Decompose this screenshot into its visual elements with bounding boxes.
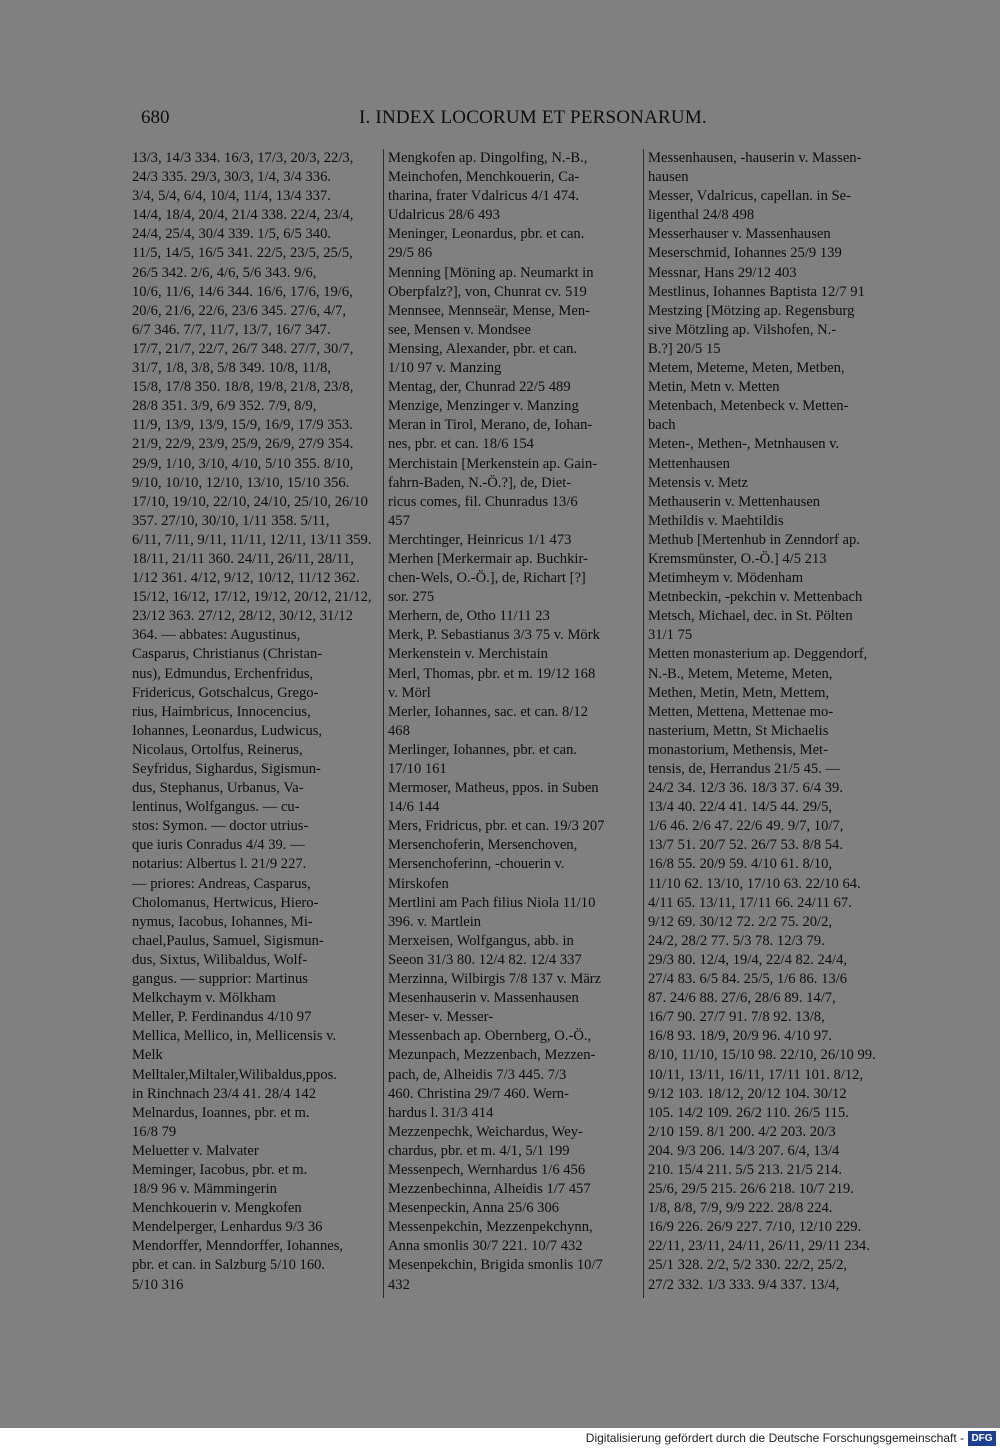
- index-line: 5/10 316: [132, 1276, 184, 1293]
- index-line: Nicolaus, Ortolfus, Reinerus,: [132, 741, 303, 758]
- index-line: Meminger, Iacobus, pbr. et m.: [132, 1161, 308, 1178]
- index-line: 16/7 90. 27/7 91. 7/8 92. 13/8,: [648, 1009, 825, 1026]
- index-line: v. Mörl: [388, 684, 431, 701]
- index-line: Mettenhausen: [648, 455, 730, 472]
- index-line: Merler, Iohannes, sac. et can. 8/12: [388, 703, 589, 720]
- index-line: Menzige, Menzinger v. Manzing: [388, 398, 579, 415]
- index-line: 16/8 55. 20/9 59. 4/10 61. 8/10,: [648, 856, 833, 873]
- index-line: Mendelperger, Lenhardus 9/3 36: [132, 1219, 323, 1236]
- index-line: 27/4 83. 6/5 84. 25/5, 1/6 86. 13/6: [648, 971, 848, 988]
- index-line: Mezzenpechk, Weichardus, Wey-: [388, 1123, 583, 1140]
- index-line: 364. — abbates: Augustinus,: [132, 627, 301, 644]
- index-line: nymus, Iacobus, Iohannes, Mi-: [132, 913, 313, 930]
- index-line: 29/5 86: [388, 245, 433, 262]
- index-line: nasterium, Mettn, St Michaelis: [648, 722, 829, 739]
- index-line: sor. 275: [388, 589, 435, 606]
- index-line: Methen, Metin, Metn, Mettem,: [648, 684, 830, 701]
- index-line: Methildis v. Maehtildis: [648, 512, 784, 529]
- index-line: Mellica, Mellico, in, Mellicensis v.: [132, 1028, 337, 1045]
- index-line: Anna smonlis 30/7 221. 10/7 432: [388, 1238, 583, 1255]
- index-line: Mermoser, Matheus, ppos. in Suben: [388, 780, 599, 797]
- index-line: Methauserin v. Mettenhausen: [648, 493, 821, 510]
- index-line: ricus comes, fil. Chunradus 13/6: [388, 493, 578, 510]
- column-divider: [643, 149, 644, 1298]
- index-line: pach, de, Alheidis 7/3 445. 7/3: [388, 1066, 567, 1083]
- index-line: 6/7 346. 7/7, 11/7, 13/7, 16/7 347.: [132, 321, 331, 338]
- index-line: Melltaler,Miltaler,Wilibaldus,ppos.: [132, 1066, 337, 1083]
- index-line: Meten-, Methen-, Metnhausen v.: [648, 436, 840, 453]
- page-number: 680: [141, 107, 170, 128]
- index-line: Merchtinger, Heinricus 1/1 473: [388, 531, 572, 548]
- index-line: Merk, P. Sebastianus 3/3 75 v. Mörk: [388, 627, 600, 644]
- index-line: Messerhauser v. Massenhausen: [648, 226, 831, 243]
- index-line: in Rinchnach 23/4 41. 28/4 142: [132, 1085, 317, 1102]
- index-line: Meserschmid, Iohannes 25/9 139: [648, 245, 842, 262]
- index-line: 87. 24/6 88. 27/6, 28/6 89. 14/7,: [648, 990, 836, 1007]
- index-line: chael,Paulus, Samuel, Sigismun-: [132, 932, 324, 949]
- index-line: Meller, P. Ferdinandus 4/10 97: [132, 1009, 312, 1026]
- index-line: 24/2, 28/2 77. 5/3 78. 12/3 79.: [648, 932, 825, 949]
- index-line: Mesenpeckin, Anna 25/6 306: [388, 1200, 560, 1217]
- index-line: lentinus, Wolfgangus. — cu-: [132, 799, 300, 816]
- index-line: Mertlini am Pach filius Niola 11/10: [388, 894, 596, 911]
- index-line: Casparus, Christianus (Christan-: [132, 646, 323, 663]
- index-line: Messenbach ap. Obernberg, O.-Ö.,: [388, 1028, 592, 1045]
- index-line: 18/11, 21/11 360. 24/11, 26/11, 28/11,: [132, 550, 354, 567]
- dfg-logo[interactable]: DFG: [968, 1431, 996, 1446]
- index-line: 4/11 65. 13/11, 17/11 66. 24/11 67.: [648, 894, 852, 911]
- index-line: Meran in Tirol, Merano, de, Iohan-: [388, 417, 593, 434]
- index-line: monastorium, Methensis, Met-: [648, 741, 828, 758]
- index-line: Iohannes, Leonardus, Ludwicus,: [132, 722, 323, 739]
- index-line: 3/4, 5/4, 6/4, 10/4, 11/4, 13/4 337.: [132, 188, 331, 205]
- index-line: stos: Symon. — doctor utrius-: [132, 818, 309, 835]
- index-line: 21/9, 22/9, 23/9, 25/9, 26/9, 27/9 354.: [132, 436, 354, 453]
- index-line: Merchistain [Merkenstein ap. Gain-: [388, 455, 598, 472]
- index-line: 29/9, 1/10, 3/10, 4/10, 5/10 355. 8/10,: [132, 455, 354, 472]
- footer-credit: Digitalisierung gefördert durch die Deutsche Forschungsgemeinschaft -: [585, 1431, 964, 1445]
- digitization-footer: [0, 1428, 1000, 1449]
- index-line: N.-B., Metem, Meteme, Meten,: [648, 665, 833, 682]
- index-line: Meinchofen, Menchkouerin, Ca-: [388, 169, 580, 186]
- index-line: Mezzenbechinna, Alheidis 1/7 457: [388, 1181, 591, 1198]
- index-line: Menchkouerin v. Mengkofen: [132, 1200, 302, 1217]
- index-line: 8/10, 11/10, 15/10 98. 22/10, 26/10 99.: [648, 1047, 876, 1064]
- index-line: 10/6, 11/6, 14/6 344. 16/6, 17/6, 19/6,: [132, 283, 353, 300]
- index-line: Metten, Mettena, Mettenae mo-: [648, 703, 834, 720]
- index-line: Metem, Meteme, Meten, Metben,: [648, 360, 845, 377]
- index-line: Mensing, Alexander, pbr. et can.: [388, 340, 578, 357]
- index-line: 105. 14/2 109. 26/2 110. 26/5 115.: [648, 1104, 849, 1121]
- index-line: Merxeisen, Wolfgangus, abb. in: [388, 932, 574, 949]
- index-line: gangus. — supprior: Martinus: [132, 971, 308, 988]
- index-line: Merhern, de, Otho 11/11 23: [388, 608, 550, 625]
- index-line: 14/6 144: [388, 799, 440, 816]
- index-line: 22/11, 23/11, 24/11, 26/11, 29/11 234.: [648, 1238, 870, 1255]
- index-line: Mers, Fridricus, pbr. et can. 19/3 207: [388, 818, 605, 835]
- index-line: Merlinger, Iohannes, pbr. et can.: [388, 741, 578, 758]
- index-line: 13/3, 14/3 334. 16/3, 17/3, 20/3, 22/3,: [132, 150, 354, 166]
- index-line: Messnar, Hans 29/12 403: [648, 264, 797, 281]
- index-line: 17/7, 21/7, 22/7, 26/7 348. 27/7, 30/7,: [132, 340, 354, 357]
- index-line: rius, Haimbricus, Innocencius,: [132, 703, 311, 720]
- index-line: dus, Sixtus, Wilibaldus, Wolf-: [132, 951, 308, 968]
- index-line: Messenpech, Wernhardus 1/6 456: [388, 1161, 586, 1178]
- index-line: ligenthal 24/8 498: [648, 207, 755, 224]
- index-line: 23/12 363. 27/12, 28/12, 30/12, 31/12: [132, 608, 353, 625]
- index-line: 457: [388, 512, 410, 529]
- index-line: 24/3 335. 29/3, 30/3, 1/4, 3/4 336.: [132, 169, 332, 186]
- index-column-2: [388, 149, 638, 1295]
- index-line: Metten monasterium ap. Deggendorf,: [648, 646, 868, 663]
- index-line: Kremsmünster, O.-Ö.] 4/5 213: [648, 550, 827, 567]
- index-line: 17/10, 19/10, 22/10, 24/10, 25/10, 26/10: [132, 493, 368, 510]
- index-line: 1/8, 8/8, 7/9, 9/9 222. 28/8 224.: [648, 1200, 833, 1217]
- index-line: 11/9, 13/9, 13/9, 15/9, 16/9, 17/9 353.: [132, 417, 353, 434]
- index-line: fahrn-Baden, N.-Ö.?], de, Diet-: [388, 474, 572, 491]
- index-line: nus), Edmundus, Erchenfridus,: [132, 665, 314, 682]
- index-line: Metensis v. Metz: [648, 474, 748, 491]
- index-line: 204. 9/3 206. 14/3 207. 6/4, 13/4: [648, 1142, 840, 1159]
- index-line: Seeon 31/3 80. 12/4 82. 12/4 337: [388, 951, 582, 968]
- index-line: 31/7, 1/8, 3/8, 5/8 349. 10/8, 11/8,: [132, 360, 331, 377]
- index-line: 1/12 361. 4/12, 9/12, 10/12, 11/12 362.: [132, 570, 360, 587]
- page-header: [141, 107, 861, 133]
- index-line: Messer, Vdalricus, capellan. in Se-: [648, 188, 851, 205]
- index-line: Messenhausen, -hauserin v. Massen-: [648, 150, 862, 166]
- index-line: Mezunpach, Mezzenbach, Mezzen-: [388, 1047, 596, 1064]
- index-line: Merhen [Merkermair ap. Buchkir-: [388, 550, 588, 567]
- index-line: 31/1 75: [648, 627, 693, 644]
- index-line: Mersenchoferin, Mersenchoven,: [388, 837, 578, 854]
- index-line: Metenbach, Metenbeck v. Metten-: [648, 398, 849, 415]
- index-line: see, Mensen v. Mondsee: [388, 321, 531, 338]
- index-line: Udalricus 28/6 493: [388, 207, 500, 224]
- index-line: notarius: Albertus l. 21/9 227.: [132, 856, 307, 873]
- index-line: 15/8, 17/8 350. 18/8, 19/8, 21/8, 23/8,: [132, 379, 354, 396]
- index-line: sive Mötzling ap. Vilshofen, N.-: [648, 321, 837, 338]
- index-line: pbr. et can. in Salzburg 5/10 160.: [132, 1257, 326, 1274]
- index-line: Oberpfalz?], von, Chunrat cv. 519: [388, 283, 587, 300]
- index-line: 16/9 226. 26/9 227. 7/10, 12/10 229.: [648, 1219, 862, 1236]
- index-line: 14/4, 18/4, 20/4, 21/4 338. 22/4, 23/4,: [132, 207, 354, 224]
- index-line: hardus l. 31/3 414: [388, 1104, 494, 1121]
- index-line: 13/4 40. 22/4 41. 14/5 44. 29/5,: [648, 799, 833, 816]
- index-line: Meninger, Leonardus, pbr. et can.: [388, 226, 585, 243]
- running-title: I. INDEX LOCORUM ET PERSONARUM.: [359, 107, 707, 128]
- index-line: 17/10 161: [388, 761, 447, 777]
- index-line: 2/10 159. 8/1 200. 4/2 203. 20/3: [648, 1123, 836, 1140]
- index-line: Fridericus, Gotschalcus, Grego-: [132, 684, 319, 701]
- index-line: — priores: Andreas, Casparus,: [132, 875, 311, 892]
- index-line: Methub [Mertenhub in Zenndorf ap.: [648, 531, 860, 548]
- index-line: 1/6 46. 2/6 47. 22/6 49. 9/7, 10/7,: [648, 818, 844, 835]
- index-line: tharina, frater Vdalricus 4/1 474.: [388, 188, 580, 205]
- index-line: 9/12 69. 30/12 72. 2/2 75. 20/2,: [648, 913, 833, 930]
- index-line: Mengkofen ap. Dingolfing, N.-B.,: [388, 150, 588, 166]
- index-line: 13/7 51. 20/7 52. 26/7 53. 8/8 54.: [648, 837, 843, 854]
- index-line: 18/9 96 v. Mämmingerin: [132, 1181, 277, 1198]
- index-line: tensis, de, Herrandus 21/5 45. —: [648, 761, 841, 777]
- index-line: Mestzing [Mötzing ap. Regensburg: [648, 302, 855, 319]
- index-line: hausen: [648, 169, 689, 186]
- index-line: 11/10 62. 13/10, 17/10 63. 22/10 64.: [648, 875, 861, 892]
- index-line: 26/5 342. 2/6, 4/6, 5/6 343. 9/6,: [132, 264, 317, 281]
- index-line: Merl, Thomas, pbr. et m. 19/12 168: [388, 665, 596, 682]
- index-line: 24/2 34. 12/3 36. 18/3 37. 6/4 39.: [648, 780, 843, 797]
- index-line: 1/10 97 v. Manzing: [388, 360, 502, 377]
- index-line: 6/11, 7/11, 9/11, 11/11, 12/11, 13/11 359.: [132, 531, 372, 548]
- index-line: 15/12, 16/12, 17/12, 19/12, 20/12, 21/12,: [132, 589, 372, 606]
- index-column-1: [132, 149, 376, 1295]
- index-line: 357. 27/10, 30/10, 1/11 358. 5/11,: [132, 512, 330, 529]
- index-line: 11/5, 14/5, 16/5 341. 22/5, 23/5, 25/5,: [132, 245, 353, 262]
- index-line: 20/6, 21/6, 22/6, 23/6 345. 27/6, 4/7,: [132, 302, 347, 319]
- index-line: Mesenpekchin, Brigida smonlis 10/7: [388, 1257, 603, 1274]
- index-line: Metnbeckin, -pekchin v. Mettenbach: [648, 589, 863, 606]
- index-line: 10/11, 13/11, 16/11, 17/11 101. 8/12,: [648, 1066, 864, 1083]
- index-line: B.?] 20/5 15: [648, 340, 721, 357]
- index-line: 432: [388, 1276, 410, 1293]
- index-line: 9/12 103. 18/12, 20/12 104. 30/12: [648, 1085, 847, 1102]
- index-line: 25/6, 29/5 215. 26/6 218. 10/7 219.: [648, 1181, 854, 1198]
- index-line: nes, pbr. et can. 18/6 154: [388, 436, 534, 453]
- index-line: 28/8 351. 3/9, 6/9 352. 7/9, 8/9,: [132, 398, 317, 415]
- index-line: bach: [648, 417, 676, 434]
- index-line: 25/1 328. 2/2, 5/2 330. 22/2, 25/2,: [648, 1257, 848, 1274]
- index-line: 16/8 93. 18/9, 20/9 96. 4/10 97.: [648, 1028, 833, 1045]
- index-line: Mersenchoferinn, -chouerin v.: [388, 856, 565, 873]
- index-line: 24/4, 25/4, 30/4 339. 1/5, 6/5 340.: [132, 226, 332, 243]
- index-line: 396. v. Martlein: [388, 913, 482, 930]
- index-line: Merkenstein v. Merchistain: [388, 646, 548, 663]
- index-line: 27/2 332. 1/3 333. 9/4 337. 13/4,: [648, 1276, 840, 1293]
- index-line: Metimheym v. Mödenham: [648, 570, 804, 587]
- index-line: Mesenhauserin v. Massenhausen: [388, 990, 579, 1007]
- index-line: 29/3 80. 12/4, 19/4, 22/4 82. 24/4,: [648, 951, 848, 968]
- index-line: 9/10, 10/10, 12/10, 13/10, 15/10 356.: [132, 474, 350, 491]
- index-line: chen-Wels, O.-Ö.], de, Richart [?]: [388, 570, 586, 587]
- index-line: Mentag, der, Chunrad 22/5 489: [388, 379, 571, 396]
- index-line: Mendorffer, Menndorffer, Iohannes,: [132, 1238, 344, 1255]
- index-line: 16/8 79: [132, 1123, 177, 1140]
- index-line: Mennsee, Mennseär, Mense, Men-: [388, 302, 591, 319]
- index-line: Cholomanus, Hertwicus, Hiero-: [132, 894, 319, 911]
- index-line: Melk: [132, 1047, 163, 1064]
- index-line: Mestlinus, Iohannes Baptista 12/7 91: [648, 283, 865, 300]
- index-line: Seyfridus, Sighardus, Sigismun-: [132, 761, 321, 777]
- index-line: Metsch, Michael, dec. in St. Pölten: [648, 608, 853, 625]
- index-line: Melkchaym v. Mölkham: [132, 990, 276, 1007]
- index-line: Meluetter v. Malvater: [132, 1142, 259, 1159]
- index-line: Merzinna, Wilbirgis 7/8 137 v. März: [388, 971, 602, 988]
- index-line: que iuris Conradus 4/4 39. —: [132, 837, 305, 854]
- index-line: 468: [388, 722, 410, 739]
- index-column-3: [648, 149, 894, 1295]
- index-line: chardus, pbr. et m. 4/1, 5/1 199: [388, 1142, 570, 1159]
- index-line: Menning [Möning ap. Neumarkt in: [388, 264, 594, 281]
- index-line: dus, Stephanus, Urbanus, Va-: [132, 780, 304, 797]
- index-line: Meser- v. Messer-: [388, 1009, 494, 1026]
- index-line: Metin, Metn v. Metten: [648, 379, 780, 396]
- index-line: Messenpekchin, Mezzenpekchynn,: [388, 1219, 593, 1236]
- index-line: Mirskofen: [388, 875, 449, 892]
- index-line: 210. 15/4 211. 5/5 213. 21/5 214.: [648, 1161, 843, 1178]
- index-line: Melnardus, Ioannes, pbr. et m.: [132, 1104, 310, 1121]
- column-divider: [383, 149, 384, 1298]
- index-line: 460. Christina 29/7 460. Wern-: [388, 1085, 569, 1102]
